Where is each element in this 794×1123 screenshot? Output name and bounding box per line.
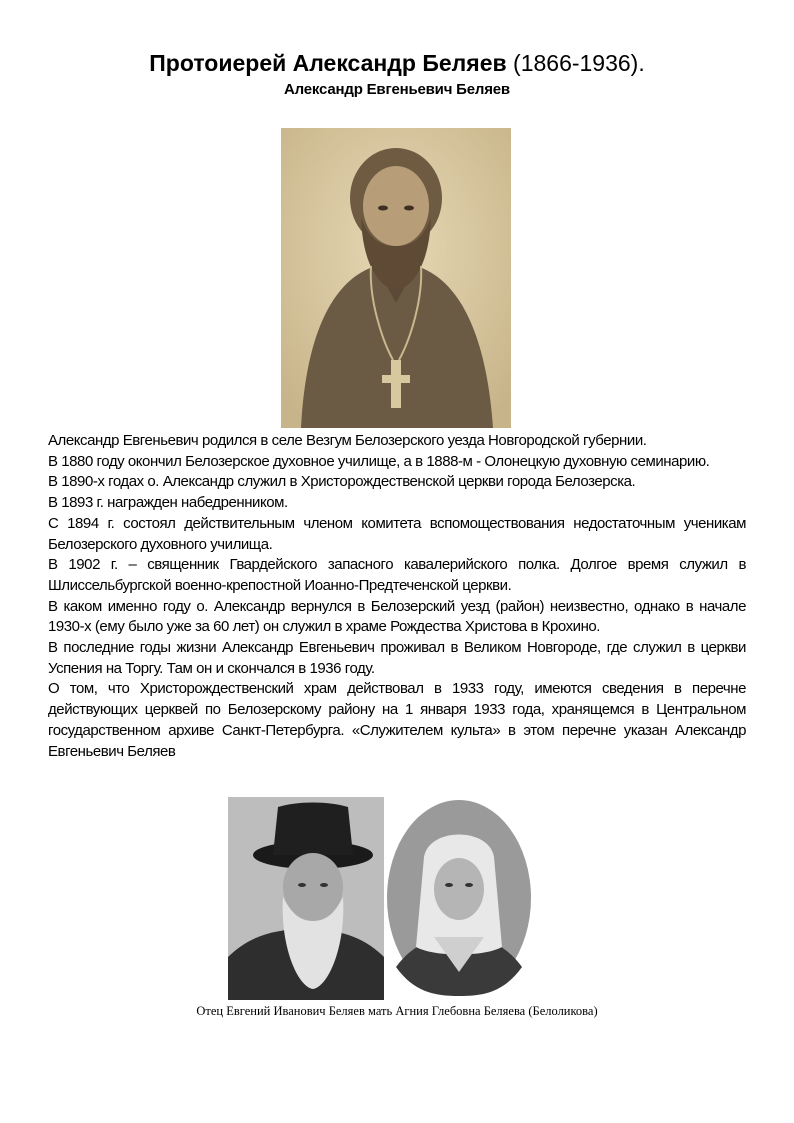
- mother-photo: [384, 797, 534, 1000]
- page-subtitle: Александр Евгеньевич Беляев: [284, 81, 510, 98]
- father-photo: [228, 797, 384, 1000]
- paragraph: В 1893 г. награжден набедренником.: [48, 494, 288, 512]
- paragraph: В каком именно году о. Александр вернулся в Белозерский уезд (район) неизвестно, однако в начале 1930-х (ему было уже за 60 лет) он служил в храме Рождества Христова в Крохино.: [48, 597, 746, 636]
- paragraph: В 1902 г. – священник Гвардейского запасного кавалерийского полка. Долгое время служил в Шлиссельбургской военно-крепостной Иоанно-Предтеченской церкви.: [48, 556, 746, 594]
- paragraph: В 1890-х годах о. Александр служил в Христорождественской церкви города Белозерска.: [48, 473, 636, 491]
- paragraph: О том, что Христорождественский храм действовал в 1933 году, имеются сведения в перечне действующих церквей по Белозерскому району на 1 января 1933 года, хранящемся в Центральном государственном архиве Санкт-Петербурга. «Служителем культа» в этом перечне указан Александр Евгеньевич Беляев: [48, 680, 746, 760]
- page-title: [0, 48, 794, 78]
- paragraph: В последние годы жизни Александр Евгеньевич проживал в Великом Новгороде, где служил в церкви Успения на Торгу. Там он и скончался в 1936 году.: [48, 639, 746, 677]
- paragraph: В 1880 году окончил Белозерское духовное училище, а в 1888-м - Олонецкую духовную семинарию.: [48, 452, 710, 470]
- paragraph: С 1894 г. состоял действительным членом комитета вспомоществования недостаточным ученикам Белозерского духовного училища.: [48, 514, 746, 553]
- paragraph: Александр Евгеньевич родился в селе Везгум Белозерского уезда Новгородской губернии.: [48, 432, 647, 449]
- portrait-photo: [281, 128, 511, 428]
- biography-text: [48, 431, 746, 762]
- title-years: (1866-1936).: [513, 50, 645, 76]
- title-name: Протоиерей Александр Беляев: [149, 50, 507, 76]
- photo-caption: Отец Евгений Иванович Беляев мать Агния Глебовна Беляева (Белоликова): [196, 1004, 598, 1018]
